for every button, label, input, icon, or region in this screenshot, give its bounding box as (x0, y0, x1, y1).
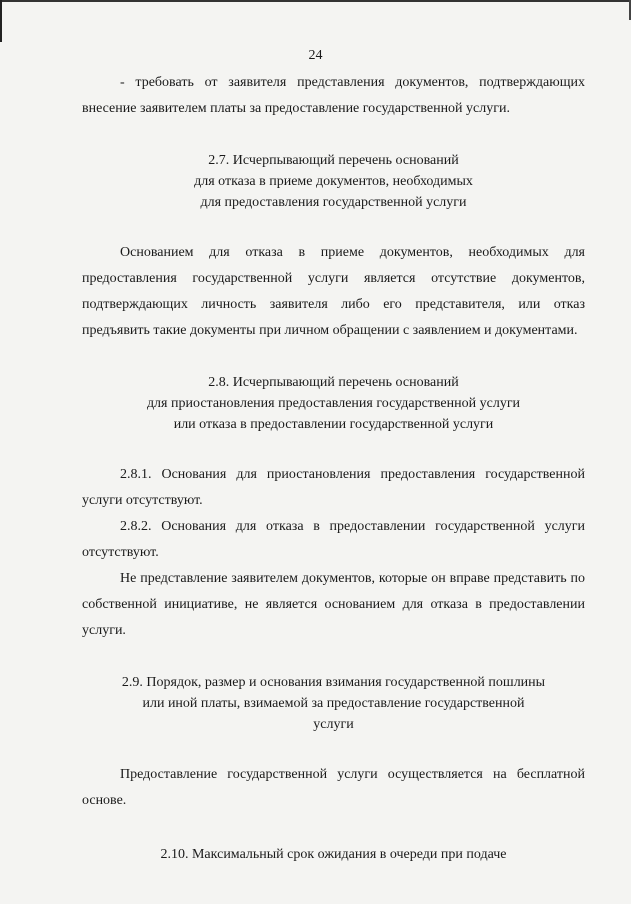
heading-line: 2.9. Порядок, размер и основания взимания государственной пошлины (121, 675, 546, 690)
heading-line: 2.10. Максимальный срок ожидания в очереди при подаче (160, 847, 507, 862)
heading-line: для предоставления государственной услуги (200, 195, 467, 210)
heading-line: для отказа в приеме документов, необходимых (194, 174, 473, 189)
page-number: 24 (308, 48, 323, 63)
scan-edge-left (0, 0, 2, 42)
section-2-10-heading (82, 844, 585, 865)
intro-line-2: внесение заявителем платы за предоставление государственной услуги. (82, 101, 510, 116)
heading-line: 2.7. Исчерпывающий перечень оснований (208, 153, 459, 168)
document-body (82, 70, 585, 865)
heading-line: услуги (313, 717, 354, 732)
section-2-9-heading (82, 672, 585, 735)
heading-line: 2.8. Исчерпывающий перечень оснований (208, 375, 459, 390)
section-2-8-heading (82, 372, 585, 435)
section-2-7-paragraph: Основанием для отказа в приеме документов, необходимых для предоставления государственной услуги является отсутствие документов, подтверждающих личность заявителя либо его представителя, или отказ предъявить такие документы при личном обращении с заявлением и документами. (82, 245, 585, 338)
heading-line: для приостановления предоставления государственной услуги (146, 396, 521, 411)
heading-line: или отказа в предоставлении государственной услуги (173, 417, 494, 432)
section-2-7-heading (82, 150, 585, 213)
section-2-8-note-paragraph: Не представление заявителем документов, которые он вправе представить по собственной инициативе, не является основанием для отказа в предоставлении услуги. (82, 571, 585, 638)
section-2-8-2-paragraph: 2.8.2. Основания для отказа в предоставлении государственной услуги отсутствуют. (82, 519, 585, 560)
scan-edge-top (0, 0, 631, 2)
section-2-9-paragraph: Предоставление государственной услуги осуществляется на бесплатной основе. (82, 767, 585, 808)
section-2-8-1-paragraph: 2.8.1. Основания для приостановления предоставления государственной услуги отсутствуют. (82, 467, 585, 508)
intro-line-1: - требовать от заявителя представления документов, подтверждающих (120, 75, 585, 90)
heading-line: или иной платы, взимаемой за предоставление государственной (142, 696, 525, 711)
